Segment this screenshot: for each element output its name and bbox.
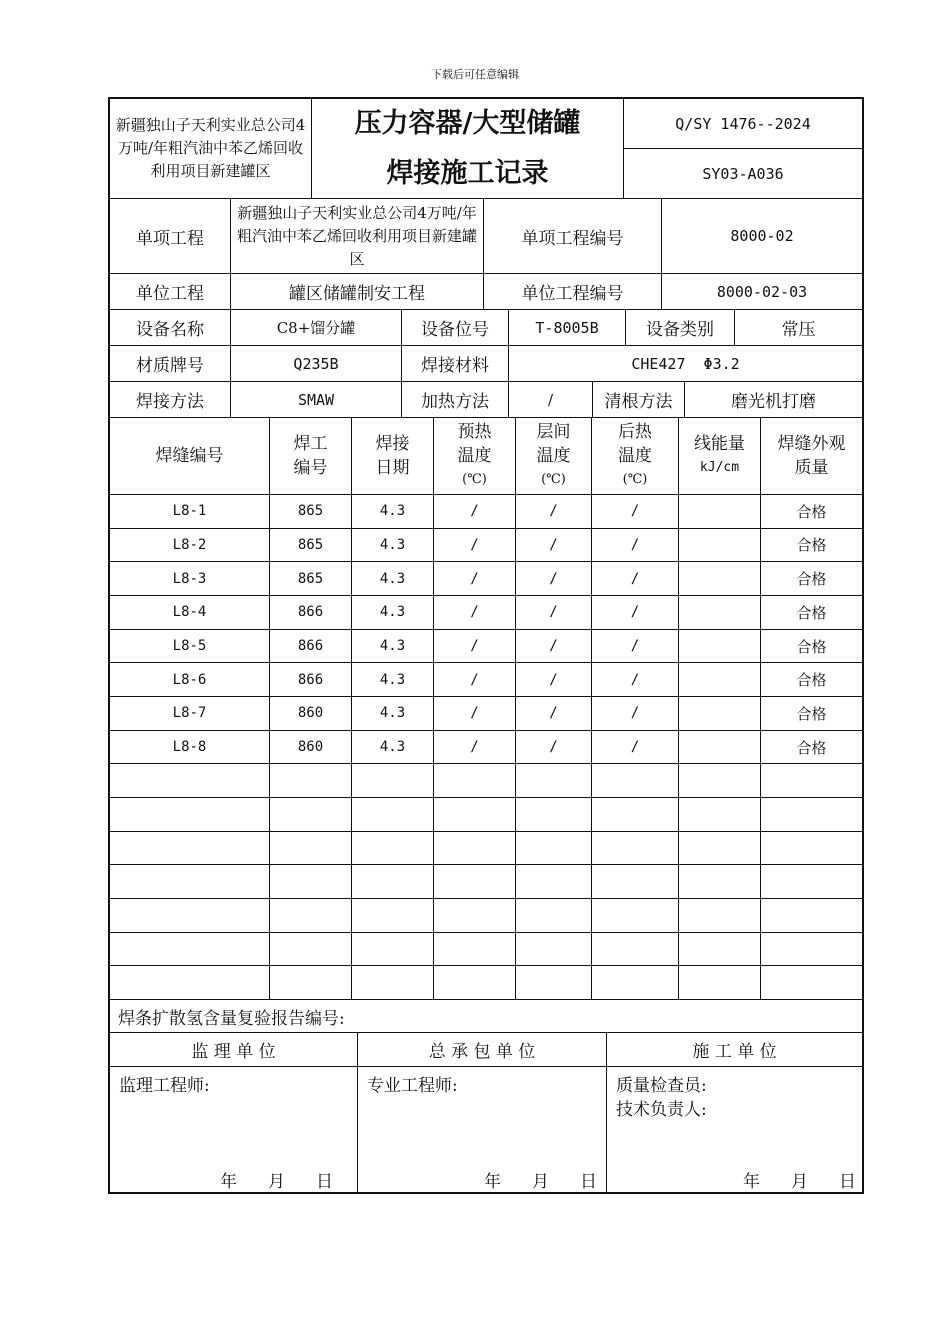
cell-welder-no	[270, 764, 352, 798]
cell-interpass-temp: /	[516, 697, 592, 731]
cell-welder-no: 866	[270, 663, 352, 697]
cell-heat-input	[679, 865, 761, 899]
cell-preheat-temp: /	[434, 697, 516, 731]
cell-postheat-temp	[592, 832, 679, 866]
contractor-year: 年	[484, 1172, 501, 1192]
cell-appearance	[761, 966, 862, 1000]
weld-material-label: 焊接材料	[402, 346, 509, 382]
item-project-label: 单项工程	[110, 199, 231, 274]
col-header-heat-input: 线能量 kJ/cm	[679, 418, 761, 495]
cell-weld-no: L8-1	[110, 495, 270, 529]
equip-name-label: 设备名称	[110, 310, 231, 346]
form-title-line2: 焊接施工记录	[386, 157, 549, 189]
cell-interpass-temp	[516, 966, 592, 1000]
equip-class-label: 设备类别	[626, 310, 735, 346]
item-project-value: 新疆独山子天利实业总公司4万吨/年粗汽油中苯乙烯回收利用项目新建罐区	[236, 203, 477, 268]
cell-postheat-temp: /	[592, 596, 679, 630]
cell-welder-no: 865	[270, 495, 352, 529]
cell-heat-input	[679, 663, 761, 697]
cell-weld-date: 4.3	[352, 663, 434, 697]
cell-heat-input	[679, 798, 761, 832]
cell-weld-no: L8-5	[110, 630, 270, 664]
construction-month: 月	[791, 1172, 808, 1192]
cell-interpass-temp: /	[516, 630, 592, 664]
cell-welder-no: 865	[270, 529, 352, 563]
item-project-no-label: 单项工程编号	[484, 199, 662, 274]
cell-preheat-temp	[434, 764, 516, 798]
cell-welder-no: 860	[270, 731, 352, 765]
cell-weld-no: L8-3	[110, 562, 270, 596]
hydrogen-report-label: 焊条扩散氢含量复验报告编号:	[110, 1000, 862, 1033]
col-header-interpass-temp: 层间 温度 (℃)	[516, 418, 592, 495]
cell-welder-no: 865	[270, 562, 352, 596]
cell-weld-no: L8-2	[110, 529, 270, 563]
col-header-appearance: 焊缝外观 质量	[761, 418, 862, 495]
cell-preheat-temp: /	[434, 630, 516, 664]
cell-heat-input	[679, 899, 761, 933]
cell-weld-date: 4.3	[352, 596, 434, 630]
page-note: 下载后可任意编辑	[431, 68, 519, 81]
cell-postheat-temp: /	[592, 562, 679, 596]
supervisor-month: 月	[268, 1172, 285, 1192]
cell-interpass-temp	[516, 832, 592, 866]
cell-heat-input	[679, 933, 761, 967]
cell-preheat-temp: /	[434, 731, 516, 765]
cell-postheat-temp: /	[592, 630, 679, 664]
cell-postheat-temp: /	[592, 731, 679, 765]
cell-interpass-temp: /	[516, 529, 592, 563]
construction-sign-box	[607, 1067, 862, 1192]
cell-postheat-temp	[592, 798, 679, 832]
cell-preheat-temp: /	[434, 596, 516, 630]
unit-project-value: 罐区储罐制安工程	[231, 274, 484, 310]
cell-postheat-temp	[592, 899, 679, 933]
cell-preheat-temp	[434, 865, 516, 899]
cell-heat-input	[679, 596, 761, 630]
cell-welder-no: 866	[270, 596, 352, 630]
contractor-day: 日	[580, 1172, 597, 1192]
cell-postheat-temp: /	[592, 697, 679, 731]
cell-appearance	[761, 798, 862, 832]
cell-appearance	[761, 764, 862, 798]
equip-pos-label: 设备位号	[402, 310, 509, 346]
cell-weld-date: 4.3	[352, 731, 434, 765]
root-method-label: 清根方法	[593, 382, 685, 418]
cell-heat-input	[679, 731, 761, 765]
cell-welder-no: 866	[270, 630, 352, 664]
cell-weld-no	[110, 832, 270, 866]
cell-welder-no	[270, 899, 352, 933]
cell-preheat-temp	[434, 933, 516, 967]
cell-welder-no	[270, 966, 352, 1000]
tech-leader-label: 技术负责人:	[616, 1100, 707, 1120]
cell-weld-no: L8-4	[110, 596, 270, 630]
cell-welder-no	[270, 832, 352, 866]
supervisor-day: 日	[316, 1172, 333, 1192]
unit-project-no-label: 单位工程编号	[484, 274, 662, 310]
cell-postheat-temp	[592, 865, 679, 899]
cell-weld-date: 4.3	[352, 630, 434, 664]
cell-heat-input	[679, 562, 761, 596]
cell-weld-no	[110, 764, 270, 798]
equip-class-value: 常压	[735, 310, 862, 346]
cell-weld-date	[352, 966, 434, 1000]
cell-interpass-temp: /	[516, 562, 592, 596]
cell-interpass-temp	[516, 933, 592, 967]
cell-preheat-temp	[434, 798, 516, 832]
heat-method-label: 加热方法	[402, 382, 509, 418]
col-header-weld-no: 焊缝编号	[110, 418, 270, 495]
cell-heat-input	[679, 529, 761, 563]
material-value: Q235B	[231, 346, 402, 382]
contractor-sign-box	[358, 1067, 607, 1192]
supervisor-unit-header: 监 理 单 位	[110, 1033, 358, 1067]
cell-heat-input	[679, 697, 761, 731]
cell-appearance	[761, 899, 862, 933]
equip-name-value: C8+馏分罐	[231, 310, 402, 346]
cell-weld-date	[352, 899, 434, 933]
cell-weld-no: L8-8	[110, 731, 270, 765]
cell-interpass-temp	[516, 865, 592, 899]
cell-weld-date: 4.3	[352, 495, 434, 529]
cell-weld-no: L8-6	[110, 663, 270, 697]
project-name: 新疆独山子天利实业总公司4万吨/年粗汽油中苯乙烯回收利用项目新建罐区	[115, 116, 306, 180]
col-header-welder-no: 焊工 编号	[270, 418, 352, 495]
cell-preheat-temp	[434, 966, 516, 1000]
project-name-cell	[110, 99, 312, 199]
cell-weld-no	[110, 933, 270, 967]
construction-year: 年	[743, 1172, 760, 1192]
cell-appearance	[761, 832, 862, 866]
cell-preheat-temp: /	[434, 562, 516, 596]
form-title-line1: 压力容器/大型储罐	[354, 107, 581, 139]
cell-appearance: 合格	[761, 562, 862, 596]
cell-postheat-temp	[592, 966, 679, 1000]
material-label: 材质牌号	[110, 346, 231, 382]
item-project-no-value: 8000-02	[662, 199, 862, 274]
supervisor-year: 年	[220, 1172, 237, 1192]
cell-postheat-temp: /	[592, 495, 679, 529]
construction-day: 日	[839, 1172, 856, 1192]
cell-weld-no: L8-7	[110, 697, 270, 731]
weld-record-form	[108, 97, 864, 1194]
col-header-weld-date: 焊接 日期	[352, 418, 434, 495]
cell-weld-date: 4.3	[352, 529, 434, 563]
quality-inspector-label: 质量检查员:	[616, 1076, 707, 1096]
col-header-preheat-temp: 预热 温度 (℃)	[434, 418, 516, 495]
root-method-value: 磨光机打磨	[685, 382, 862, 418]
cell-weld-no	[110, 798, 270, 832]
cell-weld-date	[352, 798, 434, 832]
cell-interpass-temp: /	[516, 596, 592, 630]
cell-appearance: 合格	[761, 529, 862, 563]
cell-interpass-temp: /	[516, 495, 592, 529]
cell-weld-date	[352, 933, 434, 967]
cell-appearance	[761, 933, 862, 967]
cell-preheat-temp: /	[434, 495, 516, 529]
cell-appearance: 合格	[761, 697, 862, 731]
cell-welder-no	[270, 933, 352, 967]
cell-interpass-temp	[516, 798, 592, 832]
cell-preheat-temp	[434, 899, 516, 933]
cell-welder-no	[270, 798, 352, 832]
cell-preheat-temp: /	[434, 529, 516, 563]
cell-preheat-temp: /	[434, 663, 516, 697]
cell-postheat-temp: /	[592, 529, 679, 563]
unit-project-label: 单位工程	[110, 274, 231, 310]
supervisor-engineer-label: 监理工程师:	[119, 1076, 210, 1096]
col-header-postheat-temp: 后热 温度 (℃)	[592, 418, 679, 495]
weld-material-value: CHE427 Φ3.2	[509, 346, 862, 382]
cell-appearance: 合格	[761, 630, 862, 664]
cell-appearance: 合格	[761, 663, 862, 697]
cell-heat-input	[679, 495, 761, 529]
weld-method-label: 焊接方法	[110, 382, 231, 418]
contractor-unit-header: 总 承 包 单 位	[358, 1033, 607, 1067]
cell-weld-date	[352, 764, 434, 798]
cell-postheat-temp: /	[592, 663, 679, 697]
cell-appearance	[761, 865, 862, 899]
cell-postheat-temp	[592, 764, 679, 798]
equip-pos-value: T-8005B	[509, 310, 626, 346]
cell-heat-input	[679, 966, 761, 1000]
cell-heat-input	[679, 764, 761, 798]
item-project-value-cell	[231, 199, 484, 274]
cell-preheat-temp	[434, 832, 516, 866]
form-code: SY03-A036	[624, 149, 862, 199]
cell-interpass-temp: /	[516, 731, 592, 765]
cell-appearance: 合格	[761, 596, 862, 630]
professional-engineer-label: 专业工程师:	[367, 1076, 458, 1096]
cell-weld-date: 4.3	[352, 697, 434, 731]
cell-welder-no: 860	[270, 697, 352, 731]
unit-project-no-value: 8000-02-03	[662, 274, 862, 310]
cell-interpass-temp	[516, 764, 592, 798]
cell-welder-no	[270, 865, 352, 899]
cell-heat-input	[679, 832, 761, 866]
weld-method-value: SMAW	[231, 382, 402, 418]
cell-weld-no	[110, 899, 270, 933]
heat-method-value: /	[509, 382, 593, 418]
contractor-month: 月	[532, 1172, 549, 1192]
cell-appearance: 合格	[761, 495, 862, 529]
cell-postheat-temp	[592, 933, 679, 967]
cell-weld-date: 4.3	[352, 562, 434, 596]
cell-heat-input	[679, 630, 761, 664]
construction-unit-header: 施 工 单 位	[607, 1033, 862, 1067]
cell-weld-no	[110, 966, 270, 1000]
cell-weld-date	[352, 832, 434, 866]
supervisor-sign-box	[110, 1067, 358, 1192]
cell-weld-date	[352, 865, 434, 899]
cell-appearance: 合格	[761, 731, 862, 765]
form-title-cell	[312, 99, 624, 199]
cell-interpass-temp	[516, 899, 592, 933]
cell-interpass-temp: /	[516, 663, 592, 697]
standard-code: Q/SY 1476--2024	[624, 99, 862, 149]
cell-weld-no	[110, 865, 270, 899]
